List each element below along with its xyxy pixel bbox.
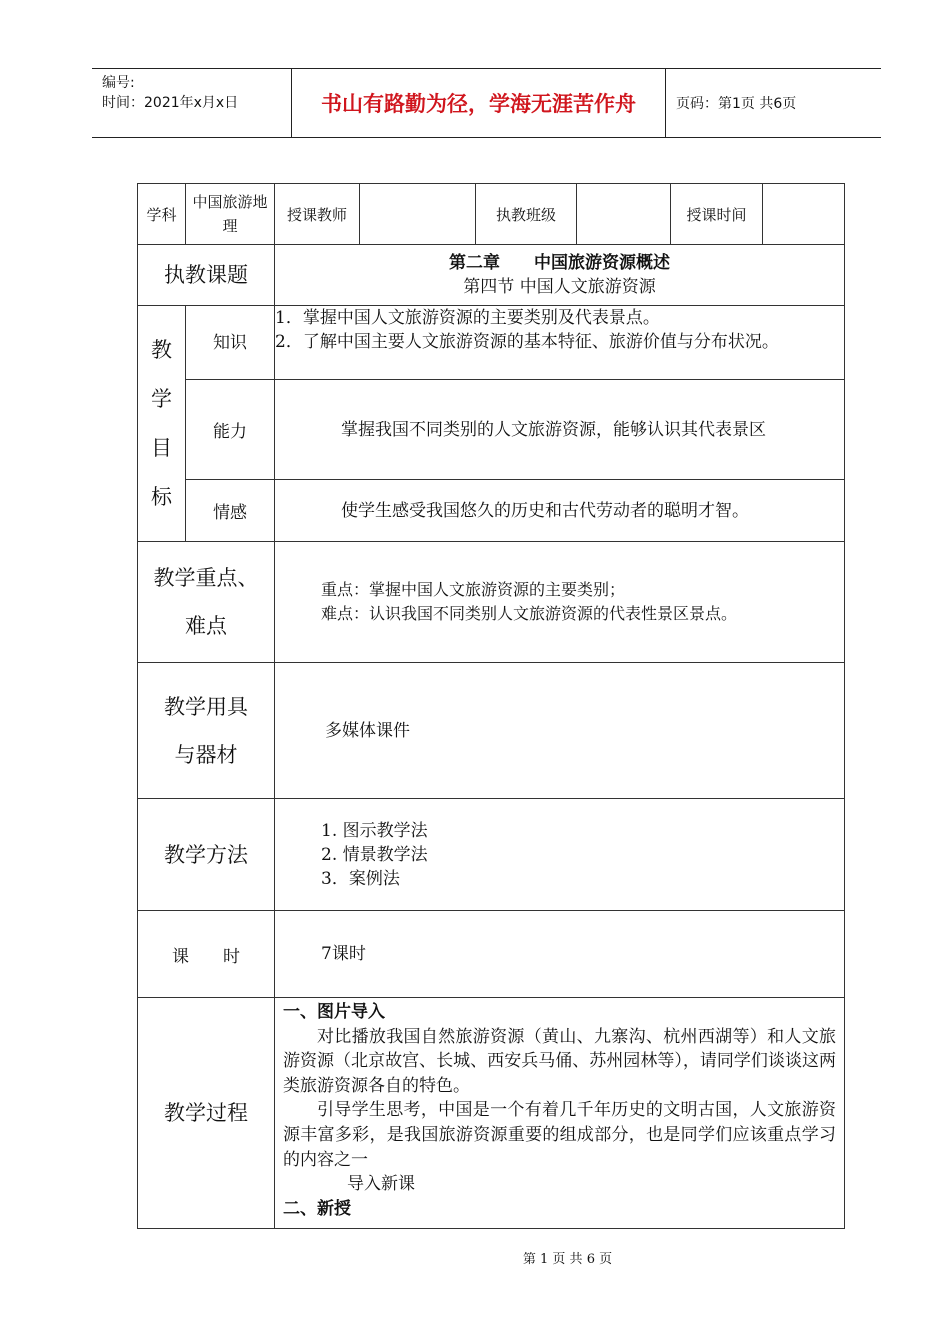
page-header [92, 68, 881, 138]
class-label: 执教班级 [476, 184, 577, 245]
emotion-row [138, 480, 845, 542]
tools-label: 教学用具 与器材 [138, 663, 275, 799]
tools-value: 多媒体课件 [275, 663, 845, 799]
process-row [138, 998, 845, 1229]
class-value [577, 184, 671, 245]
knowledge-text: 1．掌握中国人文旅游资源的主要类别及代表景点。 2．了解中国主要人文旅游资源的基本特征、旅游价值与分布状况。 [275, 306, 845, 380]
process-label: 教学过程 [138, 998, 275, 1229]
header-meta [92, 69, 292, 137]
emotion-label: 情感 [186, 480, 275, 542]
key-point: 重点：掌握中国人文旅游资源的主要类别； [321, 580, 626, 599]
page-footer [0, 1248, 950, 1267]
topic-section: 第四节 中国人文旅游资源 [463, 277, 656, 297]
keypoints-row [138, 542, 845, 663]
tools-row [138, 663, 845, 799]
knowledge-label: 知识 [186, 306, 275, 380]
method-item: 1. 图示教学法 [321, 820, 428, 841]
subject-value: 中国旅游地理 [186, 184, 275, 245]
hours-row [138, 911, 845, 998]
process-para2: 引导学生思考，中国是一个有着几千年历史的文明古国，人文旅游资源丰富多彩，是我国旅游资源重要的组成部分，也是同学们应该重点学习的内容之一 [283, 1100, 836, 1170]
difficulty: 难点：认识我国不同类别人文旅游资源的代表性景区景点。 [321, 604, 738, 623]
page-info: 页码：第1页 共6页 [676, 96, 797, 112]
info-row [138, 184, 845, 245]
time-label: 时间：2021年x月x日 [102, 95, 239, 111]
method-item: 3．案例法 [321, 868, 400, 889]
keypoints-label: 教学重点、 难点 [138, 542, 275, 663]
ability-text: 掌握我国不同类别的人文旅游资源，能够认识其代表景区 [275, 380, 845, 480]
hours-label: 课 时 [138, 911, 275, 998]
ability-label: 能力 [186, 380, 275, 480]
number-label: 编号: [102, 75, 135, 91]
method-item: 2. 情景教学法 [321, 844, 428, 865]
topic-row [138, 245, 845, 306]
time-value [763, 184, 845, 245]
hours-value: 7课时 [275, 911, 845, 998]
subject-label: 学科 [138, 184, 186, 245]
process-content [275, 998, 845, 1229]
section2-title: 二、新授 [283, 1198, 351, 1219]
methods-row [138, 799, 845, 911]
methods-list [275, 799, 845, 911]
knowledge-row [138, 306, 845, 380]
process-para1: 对比播放我国自然旅游资源（黄山、九寨沟、杭州西湖等）和人文旅游资源（北京故宫、长城、西安兵马俑、苏州园林等），请同学们谈谈这两类旅游资源各自的特色。 [283, 1026, 836, 1096]
motto: 书山有路勤为径，学海无涯苦作舟 [292, 69, 666, 137]
topic-cell [275, 245, 845, 306]
keypoints-text [275, 542, 845, 663]
topic-chapter: 第二章 中国旅游资源概述 [449, 253, 670, 273]
section1-title: 一、图片导入 [283, 1002, 385, 1022]
process-para3: 导入新课 [347, 1174, 415, 1195]
objectives-label: 教 学 目 标 [138, 306, 186, 542]
teacher-value [360, 184, 476, 245]
time-label: 授课时间 [671, 184, 763, 245]
methods-label: 教学方法 [138, 799, 275, 911]
footer-page-number: 第 1 页 共 6 页 [522, 1252, 613, 1267]
emotion-text: 使学生感受我国悠久的历史和古代劳动者的聪明才智。 [275, 480, 845, 542]
teacher-label: 授课教师 [275, 184, 360, 245]
lesson-plan-table [137, 183, 845, 1229]
topic-label: 执教课题 [138, 245, 275, 306]
ability-row [138, 380, 845, 480]
